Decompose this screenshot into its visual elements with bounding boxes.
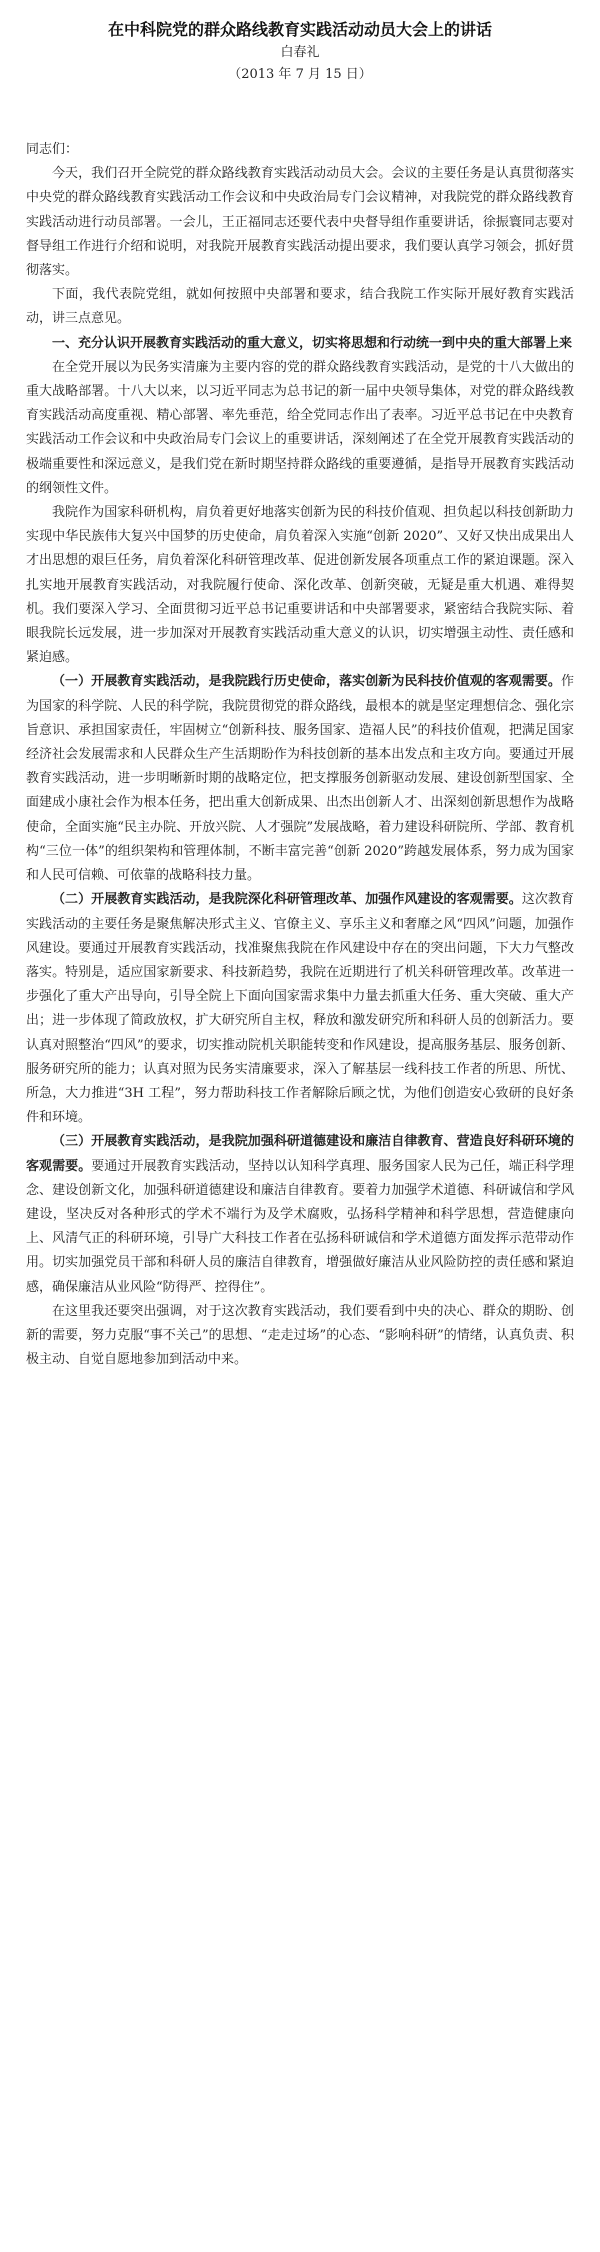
paragraph-point-2 — [26, 888, 574, 1130]
paragraph-point-3 — [26, 1130, 574, 1299]
speech-date: （2013 年 7 月 15 日） — [228, 67, 372, 82]
paragraph-point-1 — [26, 670, 574, 888]
paragraph-outline: 下面，我代表院党组，就如何按照中央部署和要求，结合我院工作实际开展好教育实践活动，讲三点意见。 — [26, 287, 574, 327]
point-2-lead: （二）开展教育实践活动，是我院深化科研管理改革、加强作风建设的客观需要。 — [52, 892, 522, 908]
page-title: 在中科院党的群众路线教育实践活动动员大会上的讲话 — [107, 20, 492, 39]
paragraph-institute-mission: 我院作为国家科研机构，肩负着更好地落实创新为民的科技价值观、担负起以科技创新助力实现中华民族伟大复兴中国梦的历史使命，肩负着深入实施“创新 2020”、又好又快出成果出人才出思想的艰巨任务，肩负着深化科研管理改革、促进创新发展各项重点工作的紧迫课题。深入扎实地开展教育实践活动，对我院履行使命、深化改革、创新突破，无疑是重大机遇、难得契机。我们要深入学习、全面贯彻习近平总书记重要讲话和中央部署要求，紧密结合我院实际、着眼我院长远发展，进一步加深对开展教育实践活动重大意义的认识，切实增强主动性、责任感和紧迫感。 — [26, 505, 574, 666]
point-1-text: 作为国家的科学院、人民的科学院，我院贯彻党的群众路线，最根本的就是坚定理想信念、强化宗旨意识、承担国家责任，牢固树立“创新科技、服务国家、造福人民”的科技价值观，把满足国家经济社会发展需求和人民群众生产生活期盼作为科技创新的基本出发点和主攻方向。要通过开展教育实践活动，进一步明晰新时期的战略定位，把支撑服务创新驱动发展、建设创新型国家、全面建成小康社会作为根本任务，把出重大创新成果、出杰出创新人才、出深刻创新思想作为战略使命，全面实施“民主办院、开放兴院、人才强院”发展战略，着力建设科研院所、学部、教育机构“三位一体”的组织架构和管理体制，不断丰富完善“创新 2020”跨越发展体系，努力成为国家和人民可信赖、可依靠的战略科技力量。 — [26, 674, 574, 884]
point-2-text: 这次教育实践活动的主要任务是聚焦解决形式主义、官僚主义、享乐主义和奢靡之风“四风”问题，加强作风建设。要通过开展教育实践活动，找准聚焦我院在作风建设中存在的突出问题，下大力气整改落实。特别是，适应国家新要求、科技新趋势，我院在近期进行了机关科研管理改革。改革进一步强化了重大产出导向，引导全院上下面向国家需求集中力量去抓重大任务、重大突破、重大产出；进一步体现了简政放权，扩大研究所自主权，释放和激发研究所和科研人员的创新活力。要认真对照整治“四风”的要求，切实推动院机关职能转变和作风建设，提高服务基层、服务创新、服务研究所的能力；认真对照为民务实清廉要求，深入了解基层一线科技工作者的所思、所忧、所急，大力推进“3H 工程”，努力帮助科技工作者解除后顾之忧，为他们创造安心致研的良好条件和环境。 — [26, 892, 574, 1126]
point-1-lead: （一）开展教育实践活动，是我院践行历史使命，落实创新为民科技价值观的客观需要。 — [52, 674, 561, 690]
point-3-text: 要通过开展教育实践活动，坚持以认知科学真理、服务国家人民为己任，端正科学理念、建设创新文化，加强科研道德建设和廉洁自律教育。要着力加强学术道德、科研诚信和学风建设，坚决反对各种形式的学术不端行为及学术腐败，弘扬科学精神和科学思想，营造健康向上、风清气正的科研环境，引导广大科技工作者在弘扬科研诚信和学术道德方面发挥示范带动作用。切实加强党员干部和科研人员的廉洁自律教育，增强做好廉洁从业风险防控的责任感和紧迫感，确保廉洁从业风险“防得严、控得住”。 — [26, 1158, 574, 1295]
point-3-lead: （三）开展教育实践活动，是我院加强科研道德建设和廉洁自律教育、营造良好科研环境的客观需要。 — [26, 1134, 574, 1174]
section-heading-1: 一、充分认识开展教育实践活动的重大意义，切实将思想和行动统一到中央的重大部署上来 — [52, 335, 573, 351]
paragraph-campaign-background: 在全党开展以为民务实清廉为主要内容的党的群众路线教育实践活动，是党的十八大做出的重大战略部署。十八大以来，以习近平同志为总书记的新一届中央领导集体，对党的群众路线教育实践活动高度重视、精心部署、率先垂范，给全党同志作出了表率。习近平总书记在中央教育实践活动工作会议和中央政治局专门会议上的重要讲话，深刻阐述了在全党开展教育实践活动的极端重要性和深远意义，是我们党在新时期坚持群众路线的重要遵循，是指导开展教育实践活动的纲领性文件。 — [26, 359, 574, 496]
paragraph-intro: 今天，我们召开全院党的群众路线教育实践活动动员大会。会议的主要任务是认真贯彻落实中央党的群众路线教育实践活动工作会议和中央政治局专门会议精神，对我院党的群众路线教育实践活动进行动员部署。一会儿，王正福同志还要代表中央督导组作重要讲话，徐振寰同志要对督导组工作进行介绍和说明，对我院开展教育实践活动提出要求，我们要认真学习领会，抓好贯彻落实。 — [26, 166, 574, 279]
paragraph-emphasis: 在这里我还要突出强调，对于这次教育实践活动，我们要看到中央的决心、群众的期盼、创新的需要，努力克服“事不关己”的思想、“走走过场”的心态、“影响科研”的情绪，认真负责、积极主动、自觉自愿地参加到活动中来。 — [26, 1303, 574, 1368]
author-name: 白春礼 — [280, 45, 320, 60]
salutation: 同志们： — [26, 142, 79, 157]
